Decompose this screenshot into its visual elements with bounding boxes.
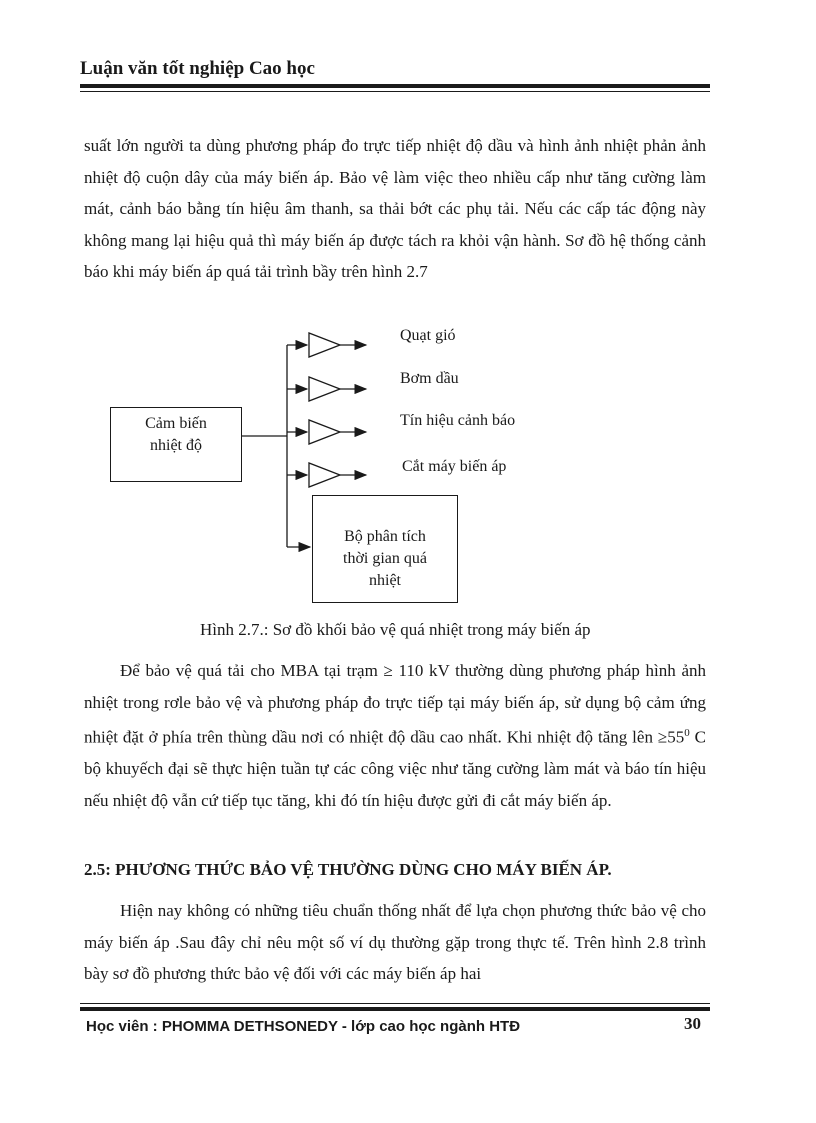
amplifier-triangle-2 — [309, 377, 340, 401]
sensor-box — [110, 407, 242, 482]
amplifier-triangle-3 — [309, 420, 340, 444]
protection-text-1: Để bảo vệ quá tải cho MBA tại trạm ≥ 110 kV thường dùng phương pháp hình ảnh nhiệt trong rơle bảo vệ và phương pháp đo trực tiếp tại máy biến áp, sử dụng bộ cảm ứng nhiệt đặt ở phía trên thùng dầu nơi có nhiệt độ dầu cao nhất. Khi nhiệt độ tăng lên ≥55 — [84, 661, 706, 747]
footer-rule-thick — [80, 1007, 710, 1011]
amplifier-triangle-1 — [309, 333, 340, 357]
amplifier-triangle-4 — [309, 463, 340, 487]
analyzer-box — [312, 495, 458, 603]
output-label-pump: Bơm dầu — [400, 370, 459, 387]
protection-text-2: C bộ khuyếch đại sẽ thực hiện tuần tự các công việc như tăng cường làm mát và báo tín hiệu nếu nhiệt độ vẫn cứ tiếp tục tăng, khi đó tín hiệu được gửi đi cắt máy biến áp. — [84, 727, 706, 810]
page-header-title: Luận văn tốt nghiệp Cao học — [80, 58, 315, 79]
output-label-trip: Cắt máy biến áp — [402, 458, 507, 475]
protection-paragraph — [84, 655, 706, 816]
footer-rule-thin — [80, 1003, 710, 1004]
intro-paragraph: suất lớn người ta dùng phương pháp đo trực tiếp nhiệt độ dầu và hình ảnh nhiệt phản ảnh nhiệt độ cuộn dây của máy biến áp. Bảo vệ làm việc theo nhiều cấp như tăng cường làm mát, cảnh báo bằng tín hiệu âm thanh, sa thải bớt các phụ tải. Nếu các cấp tác động này không mang lại hiệu quả thì máy biến áp được tách ra khỏi vận hành. Sơ đồ hệ thống cảnh báo khi máy biến áp quá tải trình bầy trên hình 2.7 — [84, 136, 706, 281]
page-number: 30 — [684, 1014, 701, 1033]
degree-superscript: 0 — [684, 727, 690, 739]
output-label-fan: Quạt gió — [400, 327, 456, 344]
analyzer-label-line2: thời gian quá — [343, 550, 427, 567]
output-label-alarm: Tín hiệu cảnh báo — [400, 412, 516, 429]
analyzer-label-line1: Bộ phân tích — [344, 528, 426, 545]
footer-student-info: Học viên : PHOMMA DETHSONEDY - lớp cao học ngành HTĐ — [86, 1018, 521, 1035]
analyzer-label-line3: nhiệt — [369, 572, 401, 589]
sensor-label-line2: nhiệt độ — [150, 437, 202, 454]
section-heading: 2.5: PHƯƠNG THỨC BẢO VỆ THƯỜNG DÙNG CHO MÁY BIẾN ÁP. — [84, 860, 612, 879]
sensor-label-line1: Cảm biến — [145, 415, 207, 432]
figure-caption: Hình 2.7.: Sơ đồ khối bảo vệ quá nhiệt trong máy biến áp — [200, 620, 591, 639]
methods-paragraph: Hiện nay không có những tiêu chuẩn thống nhất để lựa chọn phương thức bảo vệ cho máy biến áp .Sau đây chỉ nêu một số ví dụ thường gặp trong thực tế. Trên hình 2.8 trình bày sơ đồ phương thức bảo vệ đối với các máy biến áp hai — [84, 901, 706, 983]
